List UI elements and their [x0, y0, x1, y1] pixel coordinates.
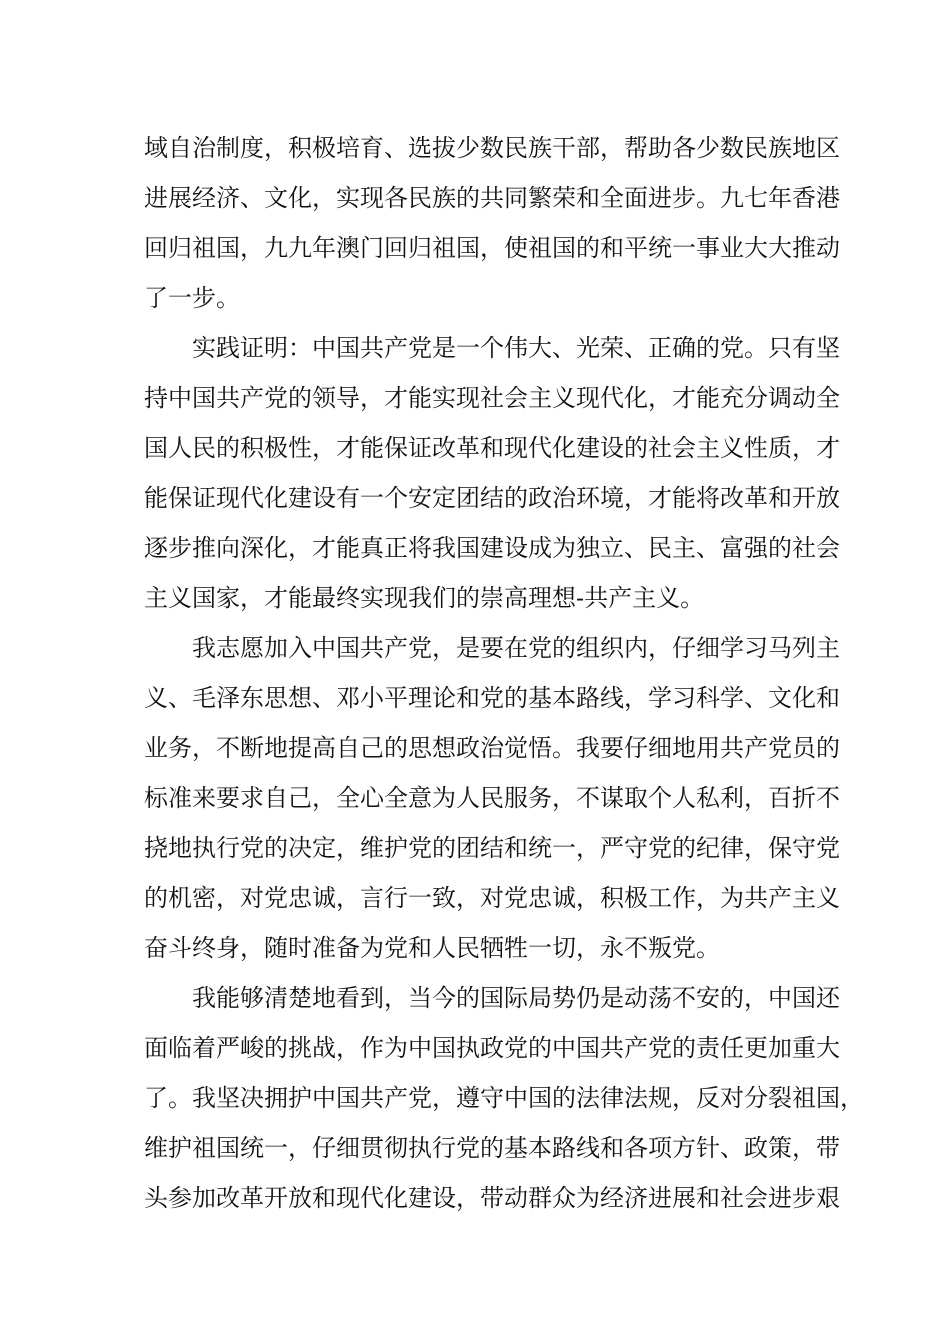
text-line: 了 。 我 坚 决 拥 护 中 国 共 产 党 ， 遵 守 中 国 的 法 律 法 规 ， 反 对 分 裂 祖 国 ，: [144, 1084, 864, 1112]
text-line: 域 自 治 制 度 ， 积 极 培 育 、 选 拔 少 数 民 族 干 部 ， 帮 助 各 少 数 民 族 地 区: [144, 134, 840, 162]
text-line: 标 准 来 要 求 自 己 ， 全 心 全 意 为 人 民 服 务 ， 不 谋 取 个 人 私 利 ， 百 折 不: [144, 784, 840, 812]
text-line: 奋斗终身，随时准备为党和人民牺牲一切，永不叛党。: [144, 934, 720, 962]
text-line: 主义国家，才能最终实现我们的崇高理想-共产主义。: [144, 584, 705, 612]
text-line: 头 参 加 改 革 开 放 和 现 代 化 建 设 ， 带 动 群 众 为 经 济 进 展 和 社 会 进 步 艰: [144, 1184, 840, 1212]
text-line: 面 临 着 严 峻 的 挑 战 ， 作 为 中 国 执 政 党 的 中 国 共 产 党 的 责 任 更 加 重 大: [144, 1034, 840, 1062]
text-line: 逐 步 推 向 深 化 ， 才 能 真 正 将 我 国 建 设 成 为 独 立 、 民 主 、 富 强 的 社 会: [144, 534, 840, 562]
text-line: 我 能 够 清 楚 地 看 到 ， 当 今 的 国 际 局 势 仍 是 动 荡 不 安 的 ， 中 国 还: [192, 984, 840, 1012]
text-line: 业 务 ， 不 断 地 提 高 自 己 的 思 想 政 治 觉 悟 。 我 要 仔 细 地 用 共 产 党 员 的: [144, 734, 840, 762]
text-line: 挠 地 执 行 党 的 决 定 ， 维 护 党 的 团 结 和 统 一 ， 严 守 党 的 纪 律 ， 保 守 党: [144, 834, 840, 862]
text-line: 持 中 国 共 产 党 的 领 导 ， 才 能 实 现 社 会 主 义 现 代 化 ， 才 能 充 分 调 动 全: [144, 384, 840, 412]
text-line: 了一步。: [144, 284, 240, 312]
text-line: 国 人 民 的 积 极 性 ， 才 能 保 证 改 革 和 现 代 化 建 设 的 社 会 主 义 性 质 ， 才: [144, 434, 840, 462]
document-body: [144, 123, 864, 1223]
text-line: 能 保 证 现 代 化 建 设 有 一 个 安 定 团 结 的 政 治 环 境 ， 才 能 将 改 革 和 开 放: [144, 484, 840, 512]
text-line: 进 展 经 济 、 文 化 ， 实 现 各 民 族 的 共 同 繁 荣 和 全 面 进 步 。 九 七 年 香 港: [144, 184, 840, 212]
text-line: 回 归 祖 国 ， 九 九 年 澳 门 回 归 祖 国 ， 使 祖 国 的 和 平 统 一 事 业 大 大 推 动: [144, 234, 840, 262]
text-line: 的 机 密 ， 对 党 忠 诚 ， 言 行 一 致 ， 对 党 忠 诚 ， 积 极 工 作 ， 为 共 产 主 义: [144, 884, 840, 912]
text-line: 维 护 祖 国 统 一 ， 仔 细 贯 彻 执 行 党 的 基 本 路 线 和 各 项 方 针 、 政 策 ， 带: [144, 1134, 840, 1162]
text-line: 实 践 证 明 ： 中 国 共 产 党 是 一 个 伟 大 、 光 荣 、 正 确 的 党 。 只 有 坚: [192, 334, 840, 362]
text-line: 我 志 愿 加 入 中 国 共 产 党 ， 是 要 在 党 的 组 织 内 ， 仔 细 学 习 马 列 主: [192, 634, 840, 662]
text-line: 义 、 毛 泽 东 思 想 、 邓 小 平 理 论 和 党 的 基 本 路 线 ， 学 习 科 学 、 文 化 和: [144, 684, 840, 712]
